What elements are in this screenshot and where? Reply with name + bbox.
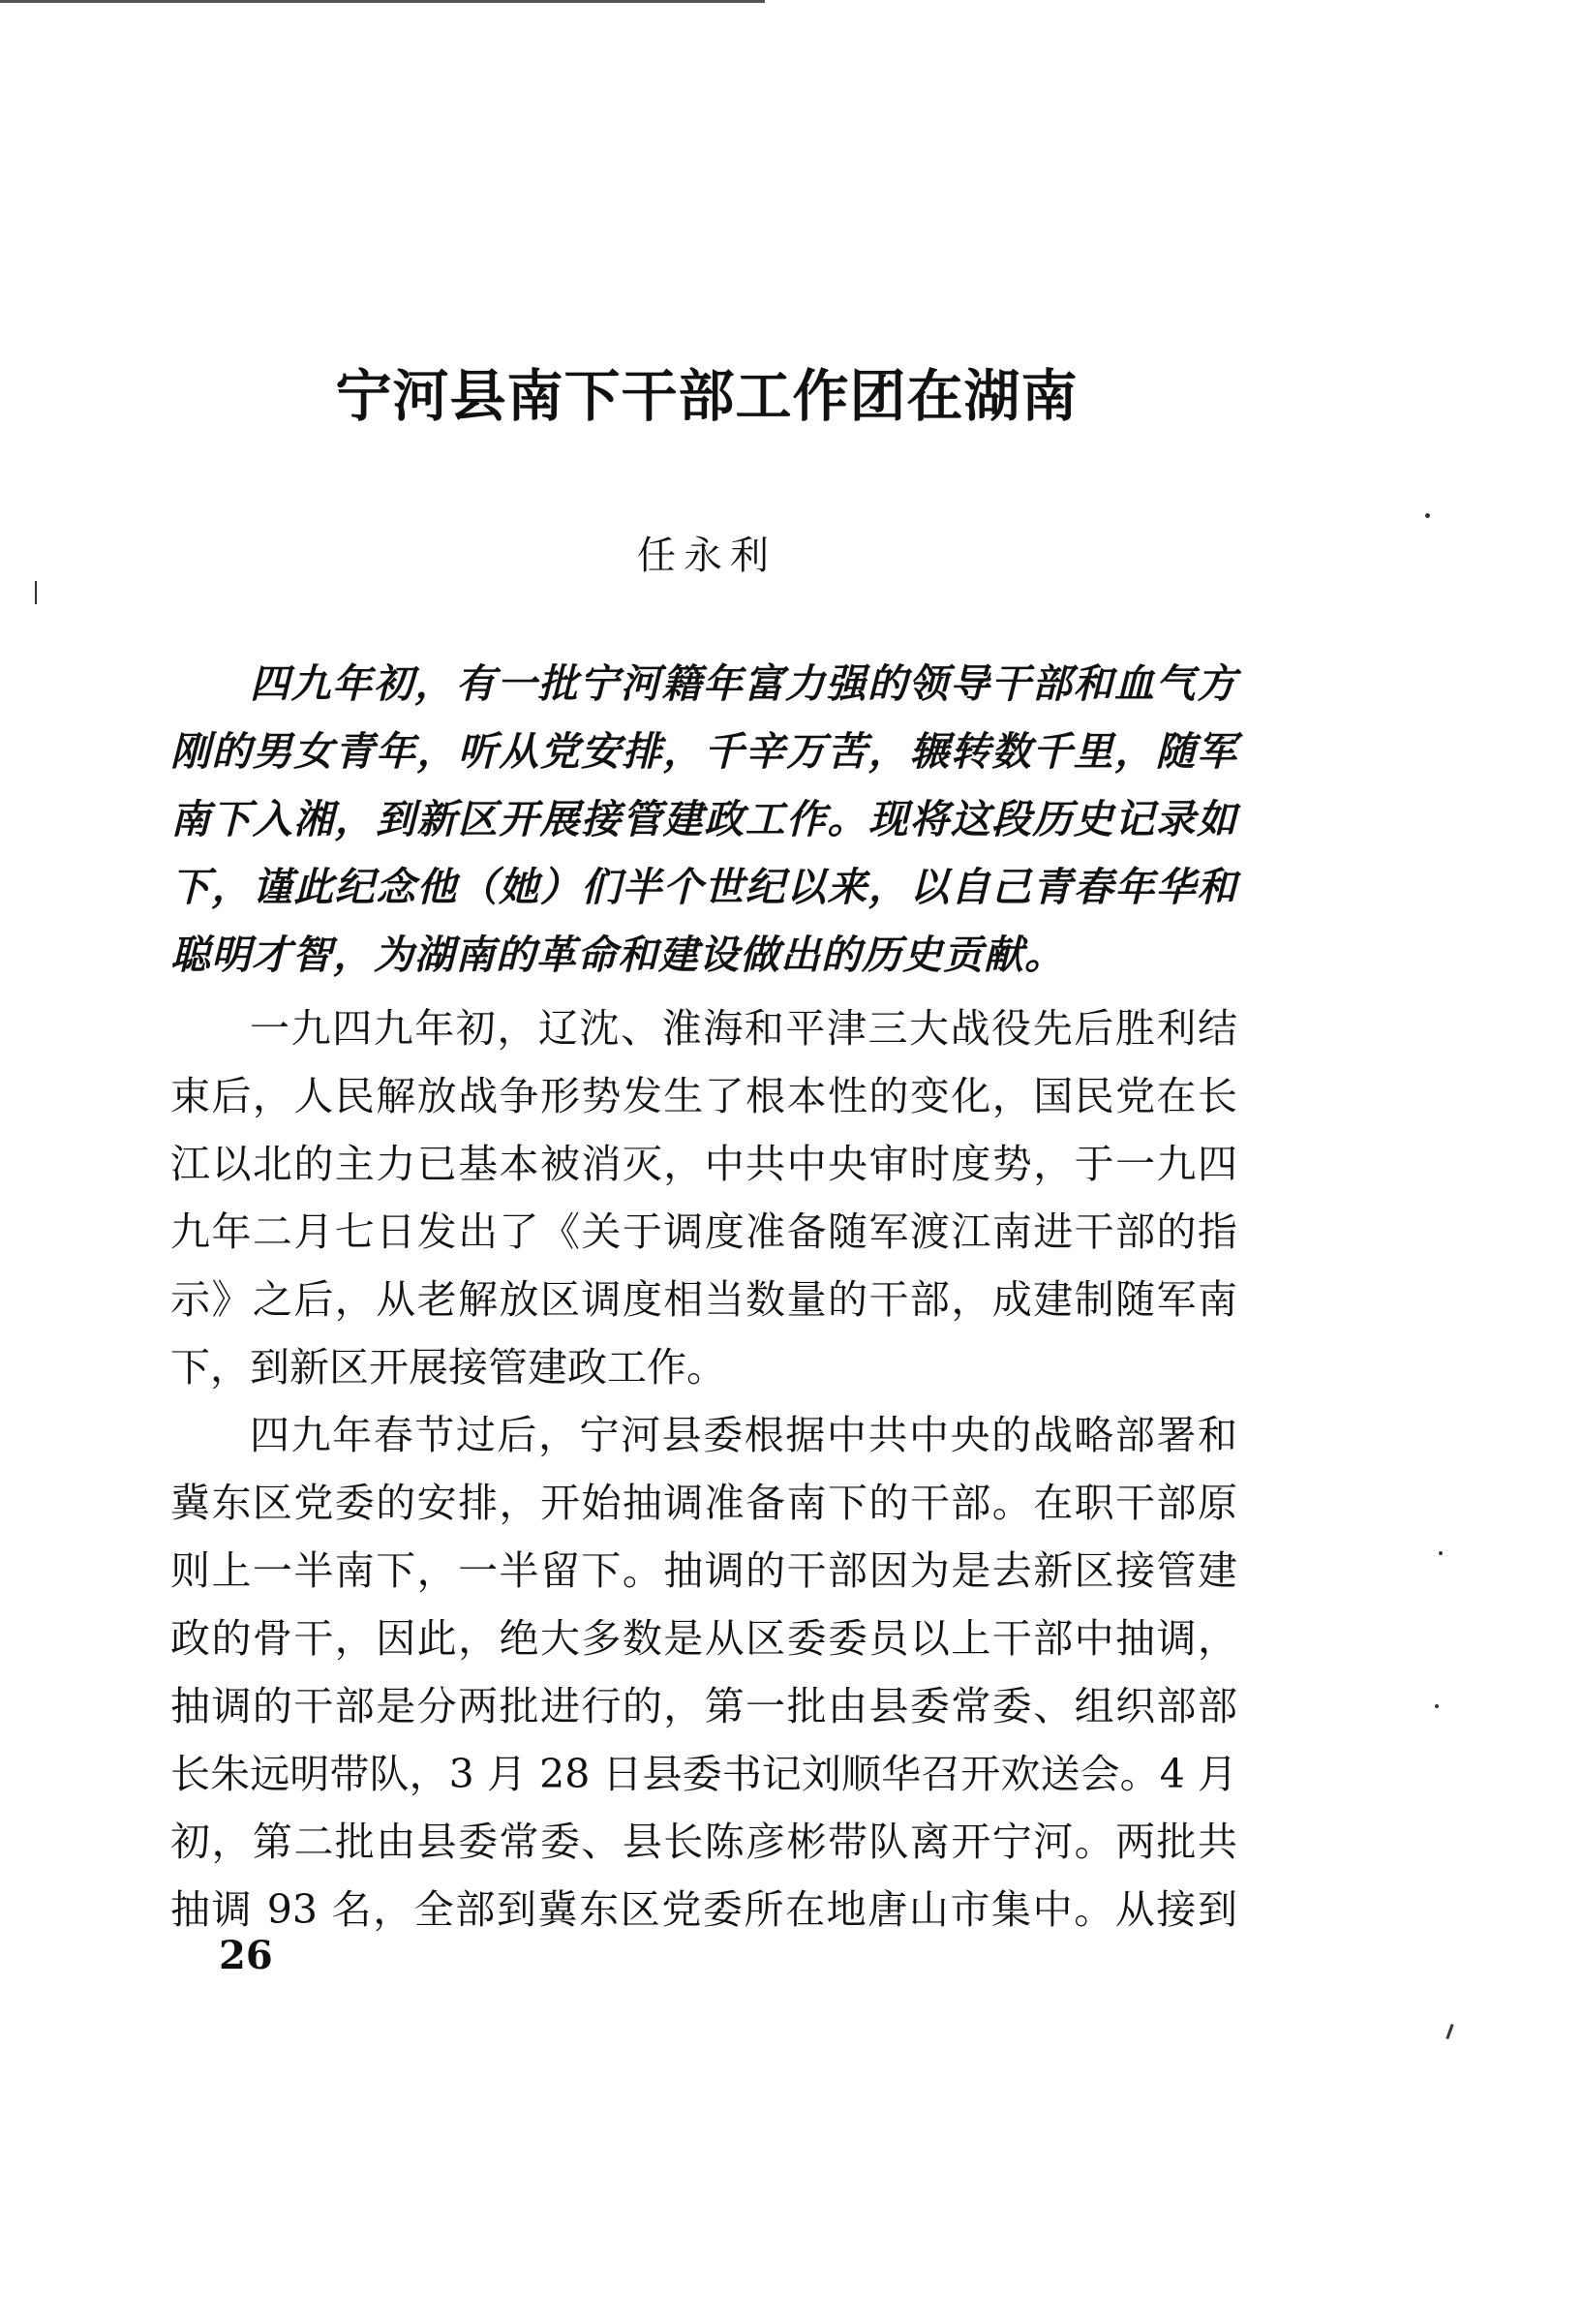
- paragraph-line: 示》之后，从老解放区调度相当数量的干部，成建制随军南: [170, 1276, 1237, 1323]
- paragraph-line: 南下入湘，到新区开展接管建政工作。现将这段历史记录如: [170, 796, 1237, 842]
- paragraph-line: 下，到新区开展接管建政工作。: [170, 1344, 726, 1391]
- paragraph-line: 四九年春节过后，宁河县委根据中共中央的战略部署和: [250, 1412, 1237, 1458]
- paragraph-line: 政的骨干，因此，绝大多数是从区委委员以上干部中抽调，: [170, 1615, 1237, 1662]
- paragraph-line: 抽调 93 名，全部到冀东区党委所在地唐山市集中。从接到: [170, 1886, 1237, 1933]
- scan-speck: [1435, 1704, 1439, 1708]
- paragraph-line: 则上一半南下，一半留下。抽调的干部因为是去新区接管建: [170, 1547, 1237, 1594]
- paragraph-line: 冀东区党委的安排，开始抽调准备南下的干部。在职干部原: [170, 1480, 1237, 1526]
- article-author: 任永利: [637, 534, 776, 578]
- top-rule: [0, 0, 765, 3]
- paragraph-line: 下，谨此纪念他（她）们半个世纪以来，以自己青春年华和: [170, 864, 1237, 910]
- paragraph-line: 初，第二批由县委常委、县长陈彦彬带队离开宁河。两批共: [170, 1819, 1237, 1865]
- paragraph-line: 四九年初，有一批宁河籍年富力强的领导干部和血气方: [250, 660, 1237, 707]
- paragraph-line: 抽调的干部是分两批进行的，第一批由县委常委、组织部部: [170, 1683, 1237, 1729]
- page-number: 26: [219, 1933, 273, 1978]
- paragraph-line: 聪明才智，为湖南的革命和建设做出的历史贡献。: [170, 932, 1065, 978]
- scan-speck: [35, 581, 37, 604]
- paragraph-line: 长朱远明带队，3 月 28 日县委书记刘顺华召开欢送会。4 月: [170, 1751, 1237, 1797]
- paragraph-line: 江以北的主力已基本被消灭，中共中央审时度势，于一九四: [170, 1141, 1237, 1187]
- article-title: 宁河县南下干部工作团在湖南: [335, 363, 1079, 429]
- paragraph-line: 束后，人民解放战争形势发生了根本性的变化，国民党在长: [170, 1073, 1237, 1119]
- paragraph-line: 九年二月七日发出了《关于调度准备随军渡江南进干部的指: [170, 1208, 1237, 1255]
- scan-speck: [1445, 2024, 1453, 2039]
- scan-speck: [1425, 513, 1430, 518]
- paragraph-line: 一九四九年初，辽沈、淮海和平津三大战役先后胜利结: [250, 1005, 1237, 1052]
- paragraph-line: 刚的男女青年，听从党安排，千辛万苦，辗转数千里，随军: [170, 728, 1237, 775]
- scan-speck: [1439, 1551, 1443, 1555]
